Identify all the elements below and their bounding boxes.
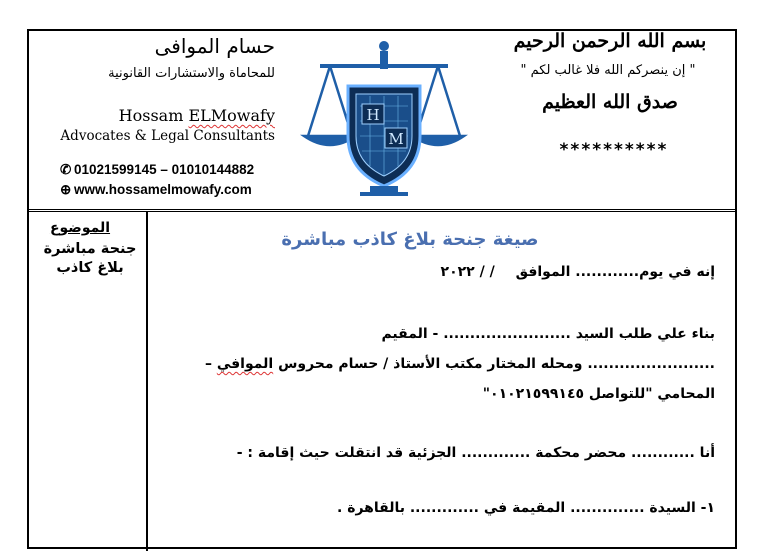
logo-letter-h: H [366, 106, 380, 124]
firm-name-english [80, 106, 275, 125]
date-line-year: / / ٢٠٢٢ [440, 264, 495, 280]
globe-icon: ⊕ [60, 182, 72, 197]
bailiff-line: أنا ............ محضر محكمة ............. الجزئية قد انتقلت حيث إقامة : - [236, 445, 715, 461]
lawyer-line: المحامي "للتواصل ٠١٠٢١٥٩٩١٤٥" [482, 386, 715, 402]
name-last: ELMowafy [188, 106, 275, 125]
website-line [60, 182, 280, 198]
document-title: صيغة جنحة بلاغ كاذب مباشرة [281, 229, 539, 250]
requester-line: بناء علي طلب السيد ........................ - المقيم [381, 326, 715, 342]
office-line-text: ........................ ومحله المختار مكتب الأستاذ / حسام محروس [278, 356, 715, 372]
quran-quote: " إن ينصركم الله فلا غالب لكم " [520, 63, 696, 78]
phone-line [60, 162, 280, 178]
defendant-line: ١- السيدة .............. المقيمة في ............. بالقاهرة . [337, 500, 715, 516]
subject-label: الموضوع [49, 220, 111, 236]
firm-tagline-arabic: للمحاماة والاستشارات القانونية [108, 66, 275, 81]
logo-letter-m: M [388, 130, 404, 148]
website-url: www.hossamelmowafy.com [74, 182, 252, 197]
subject-text [30, 240, 150, 278]
stars-divider: ********** [559, 140, 669, 160]
phone-numbers: 01021599145 – 01010144882 [74, 162, 255, 177]
phone-icon: ✆ [60, 162, 72, 177]
firm-name-arabic: حسام الموافى [154, 34, 275, 58]
office-line-name: الموافي [216, 356, 274, 372]
name-first: Hossam [118, 106, 184, 125]
office-line [160, 356, 715, 372]
office-line-dash: – [204, 356, 212, 372]
basmala: بسم الله الرحمن الرحيم [513, 30, 707, 52]
subject-line-1: جنحة مباشرة [43, 241, 137, 257]
sadaq-phrase: صدق الله العظيم [542, 91, 678, 113]
firm-tagline-english: Advocates & Legal Consultants [60, 128, 275, 144]
subject-line-2: بلاغ كاذب [56, 260, 124, 276]
date-line [360, 264, 715, 280]
scales-shield-logo [300, 36, 468, 196]
date-line-text: إنه في يوم............ الموافق [515, 264, 715, 280]
